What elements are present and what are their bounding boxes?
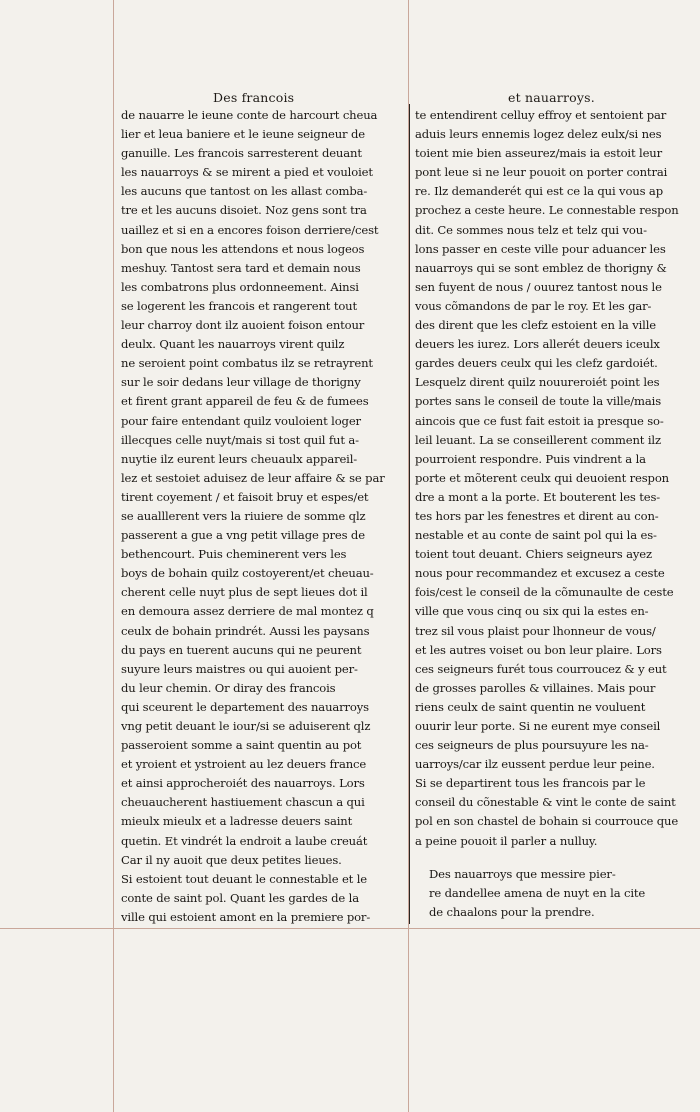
text-line: les nauarroys & se mirent a pied et vouloiet <box>121 165 373 180</box>
text-line: pourroient respondre. Puis vindrent a la <box>415 451 646 466</box>
text-line: boys de bohain quilz costoyerent/et cheuau- <box>121 566 374 581</box>
text-line: passerent a gue a vng petit village pres de <box>121 528 365 543</box>
text-line: du leur chemin. Or diray des francois <box>121 680 336 695</box>
text-line: cherent celle nuyt plus de sept lieues dot il <box>121 585 368 600</box>
text-line: lons passer en ceste ville pour aduancer les <box>415 241 666 256</box>
text-column-right <box>415 106 683 922</box>
text-line: tirent coyement / et faisoit bruy et espes/et <box>121 489 369 504</box>
text-line: te entendirent celluy effroy et sentoient par <box>415 108 667 122</box>
text-line: uarroys/car ilz eussent perdue leur peine. <box>415 757 655 772</box>
text-line: deuers les iurez. Lors allerét deuers iceulx <box>415 337 660 352</box>
text-line: Si se departirent tous les francois par le <box>415 776 646 791</box>
text-line: gardes deuers ceulx qui les clefz gardoiét. <box>415 356 658 371</box>
text-line: conte de saint pol. Quant les gardes de la <box>121 890 359 905</box>
text-line: toient tout deuant. Chiers seigneurs ayez <box>415 547 652 562</box>
column-divider <box>409 104 410 924</box>
text-line: de nauarre le ieune conte de harcourt cheua <box>121 108 378 122</box>
margin-rule-left <box>113 0 114 1112</box>
text-line: suyure leurs maistres ou qui auoient per- <box>121 661 358 676</box>
running-header-right: et nauarroys. <box>508 90 595 105</box>
margin-rule-bottom <box>0 928 700 929</box>
text-line: leur charroy dont ilz auoient foison entour <box>121 318 365 333</box>
text-line: prochez a ceste heure. Le connestable respon <box>415 203 679 218</box>
text-line: ces seigneurs furét tous courroucez & y eut <box>415 661 667 676</box>
text-line: bon que nous les attendons et nous logeos <box>121 241 365 256</box>
text-line: nauarroys qui se sont emblez de thorigny & <box>415 260 667 275</box>
text-line: porte et mõterent ceulx qui deuoient respon <box>415 470 669 485</box>
text-line: qui sceurent le departement des nauarroys <box>121 699 369 714</box>
text-line: nuytie ilz eurent leurs cheuaulx appareil- <box>121 451 358 466</box>
text-line: se aualllerent vers la riuiere de somme qlz <box>121 508 366 523</box>
text-line: ouurir leur porte. Si ne eurent mye conseil <box>415 719 661 733</box>
text-line: Si estoient tout deuant le connestable et le <box>121 871 367 886</box>
text-line: riens ceulx de saint quentin ne vouluent <box>415 699 646 714</box>
text-line: se logerent les francois et rangerent tout <box>121 298 358 313</box>
text-line: toient mie bien asseurez/mais ia estoit leur <box>415 146 663 161</box>
text-line: ville que vous cinq ou six qui la estes en- <box>415 604 649 619</box>
text-line: Lesquelz dirent quilz nouureroiét point les <box>415 375 660 390</box>
text-line: pol en son chastel de bohain si courrouce que <box>415 814 679 829</box>
text-line: portes sans le conseil de toute la ville/mais <box>415 394 662 409</box>
text-line: les aucuns que tantost on les allast comba- <box>121 184 368 199</box>
text-line: aincois que ce fust fait estoit ia presque so- <box>415 413 664 428</box>
text-line: tes hors par les fenestres et dirent au con- <box>415 508 659 523</box>
text-line: passeroient somme a saint quentin au pot <box>121 738 362 753</box>
text-line: dit. Ce sommes nous telz et telz qui vou- <box>415 222 647 237</box>
text-line: et ainsi approcheroiét des nauarroys. Lors <box>121 776 365 791</box>
text-line: et yroient et ystroient au lez deuers france <box>121 757 367 772</box>
text-line: cheuaucherent hastiuement chascun a qui <box>121 795 365 810</box>
text-line: deulx. Quant les nauarroys virent quilz <box>121 337 345 352</box>
text-line: nestable et au conte de saint pol qui la es- <box>415 528 657 543</box>
text-line: a peine pouoit il parler a nulluy. <box>415 833 598 848</box>
text-line: vng petit deuant le iour/si se aduiserent qlz <box>121 719 371 733</box>
text-line: mieulx mieulx et a ladresse deuers saint <box>121 814 353 829</box>
text-line: de chaalons pour la prendre. <box>429 904 595 919</box>
text-column-left <box>121 106 402 927</box>
text-line: illecques celle nuyt/mais si tost quil fut a- <box>121 432 359 447</box>
text-line: Des nauarroys que messire pier- <box>429 866 616 881</box>
text-line: Car il ny auoit que deux petites lieues. <box>121 852 342 867</box>
text-line: conseil du cõnestable & vint le conte de saint <box>415 795 676 810</box>
text-line: aduis leurs ennemis logez delez eulx/si nes <box>415 127 662 142</box>
text-line: trez sil vous plaist pour lhonneur de vous/ <box>415 623 656 638</box>
text-line: ceulx de bohain prindrét. Aussi les paysans <box>121 623 370 638</box>
text-line: pont leue si ne leur pouoit on porter contrai <box>415 165 668 180</box>
text-line: meshuy. Tantost sera tard et demain nous <box>121 260 361 275</box>
text-line: lez et sestoiet aduisez de leur affaire & se par <box>121 470 385 485</box>
text-line: pour faire entendant quilz vouloient loger <box>121 413 361 428</box>
text-line: du pays en tuerent aucuns qui ne peurent <box>121 642 362 657</box>
text-line: fois/cest le conseil de la cõmunaulte de ceste <box>415 585 674 600</box>
text-line: de grosses parolles & villaines. Mais pour <box>415 680 656 695</box>
text-line: des dirent que les clefz estoient en la ville <box>415 318 656 333</box>
text-line: et firent grant appareil de feu & de fumees <box>121 394 369 409</box>
text-line: quetin. Et vindrét la endroit a laube creuát <box>121 833 368 848</box>
text-line: sur le soir dedans leur village de thorigny <box>121 375 361 390</box>
text-line: ville qui estoient amont en la premiere por- <box>121 909 371 924</box>
text-line: leil leuant. La se conseillerent comment ilz <box>415 432 661 447</box>
right-column-body <box>415 106 683 851</box>
text-line: et les autres voiset ou bon leur plaire. Lors <box>415 642 662 657</box>
text-line: re dandellee amena de nuyt en la cite <box>429 885 646 900</box>
text-line: les combatrons plus ordonneement. Ainsi <box>121 279 359 294</box>
text-line: lier et leua baniere et le ieune seigneur de <box>121 127 365 142</box>
text-line: sen fuyent de nous / ouurez tantost nous le <box>415 279 662 294</box>
text-line: tre et les aucuns disoiet. Noz gens sont tra <box>121 203 367 218</box>
running-header-left: Des francois <box>213 90 295 105</box>
text-line: re. Ilz demanderét qui est ce la qui vous ap <box>415 184 663 199</box>
text-line: ne seroient point combatus ilz se retrayrent <box>121 356 373 371</box>
text-line: uaillez et si en a encores foison derriere/cest <box>121 222 379 237</box>
text-line: vous cõmandons de par le roy. Et les gar- <box>415 298 652 313</box>
chapter-heading <box>415 865 683 922</box>
text-line: bethencourt. Puis cheminerent vers les <box>121 547 347 562</box>
text-line: nous pour recommandez et excusez a ceste <box>415 566 665 581</box>
text-line: ces seigneurs de plus poursuyure les na- <box>415 738 649 753</box>
text-line: ganuille. Les francois sarresterent deuant <box>121 146 362 161</box>
text-line: dre a mont a la porte. Et bouterent les tes- <box>415 489 661 504</box>
text-line: en demoura assez derriere de mal montez q <box>121 604 374 619</box>
